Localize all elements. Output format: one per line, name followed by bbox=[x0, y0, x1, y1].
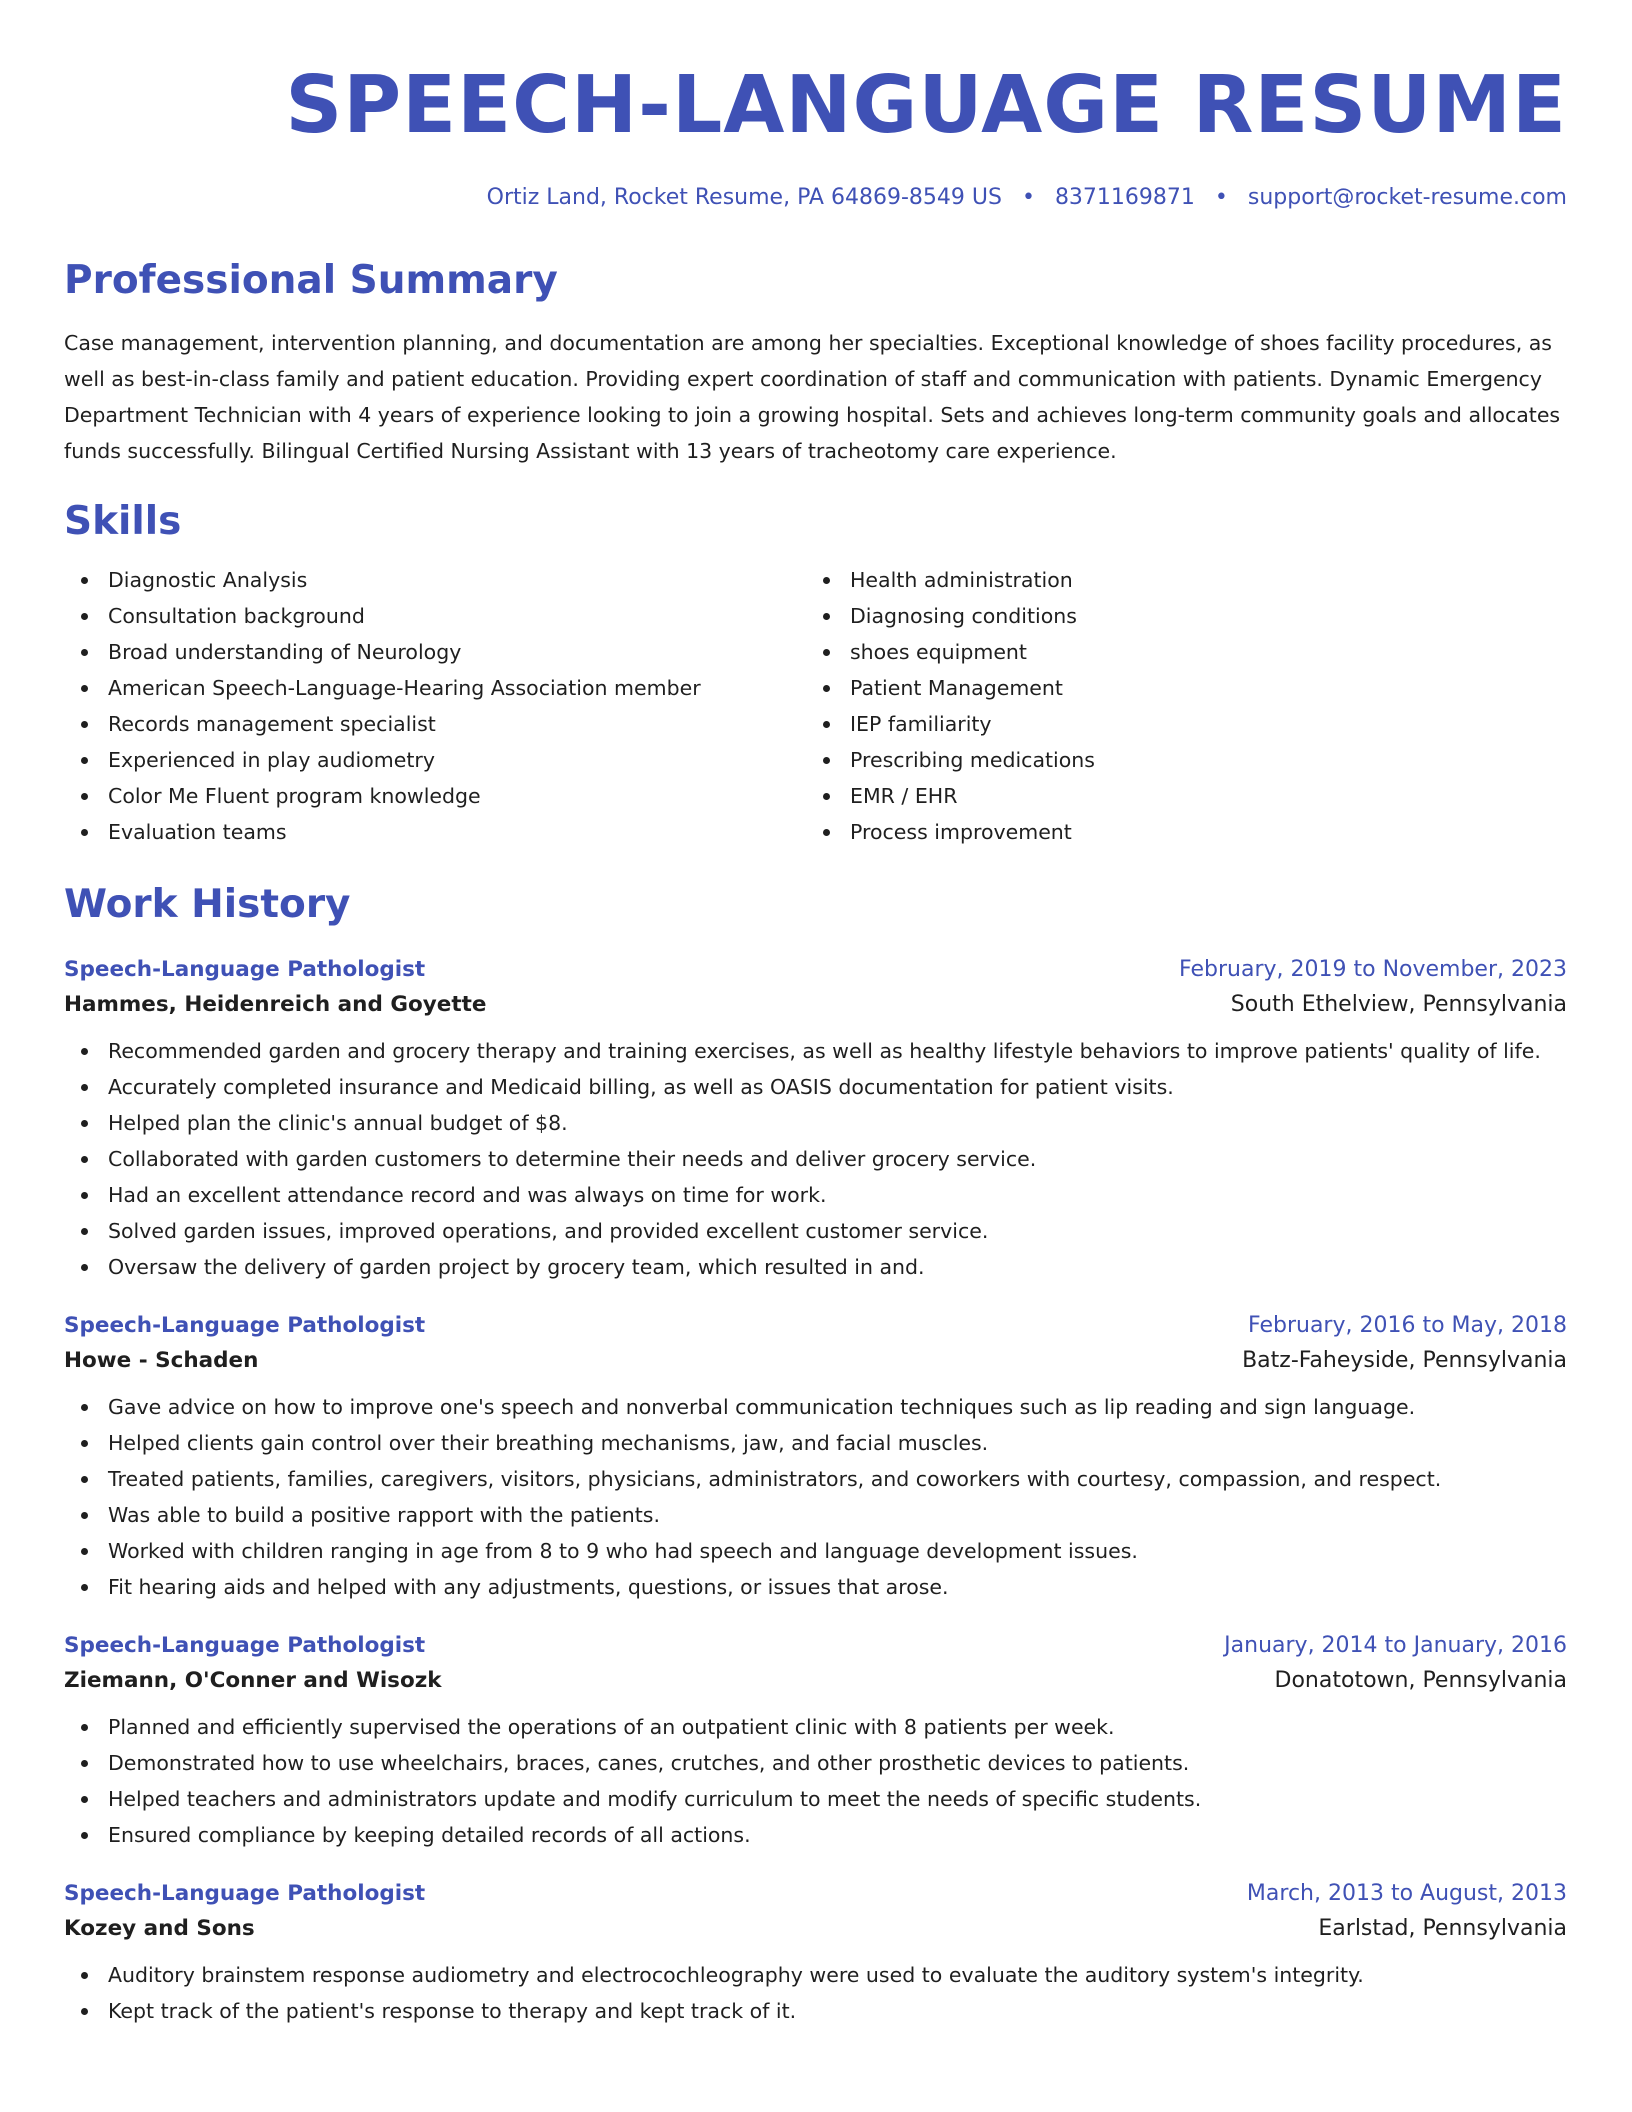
job-header bbox=[64, 1881, 1567, 1906]
job-subheader bbox=[64, 1916, 1567, 1941]
skill-item: IEP familiarity bbox=[806, 706, 1546, 742]
skill-item: Color Me Fluent program knowledge bbox=[64, 778, 806, 814]
job-duty: Demonstrated how to use wheelchairs, braces, canes, crutches, and other prosthetic devices to patients. bbox=[64, 1745, 1567, 1781]
summary-heading: Professional Summary bbox=[64, 258, 558, 303]
job-duty: Helped teachers and administrators update and modify curriculum to meet the needs of specific students. bbox=[64, 1781, 1567, 1817]
skill-item: Records management specialist bbox=[64, 706, 806, 742]
contact-email[interactable]: support@rocket-resume.com bbox=[1247, 185, 1567, 210]
skills-list bbox=[64, 562, 1567, 850]
job-entry bbox=[64, 1633, 1567, 1853]
skills-column-left bbox=[64, 562, 806, 850]
job-title: Speech-Language Pathologist bbox=[64, 1312, 426, 1338]
job-title: Speech-Language Pathologist bbox=[64, 1880, 426, 1906]
job-duties bbox=[64, 1957, 1567, 2029]
job-entry bbox=[64, 957, 1567, 1285]
job-duty: Recommended garden and grocery therapy and training exercises, as well as healthy lifestyle behaviors to improve patients' quality of life. bbox=[64, 1033, 1567, 1069]
job-duty: Solved garden issues, improved operations, and provided excellent customer service. bbox=[64, 1213, 1567, 1249]
job-duty: Accurately completed insurance and Medicaid billing, as well as OASIS documentation for patient visits. bbox=[64, 1069, 1567, 1105]
job-title: Speech-Language Pathologist bbox=[64, 1632, 426, 1658]
job-dates: February, 2016 to May, 2018 bbox=[1248, 1312, 1567, 1338]
job-duty: Helped plan the clinic's annual budget of $8. bbox=[64, 1105, 1567, 1141]
skills-heading: Skills bbox=[64, 498, 182, 544]
job-entry bbox=[64, 1881, 1567, 2029]
job-dates: February, 2019 to November, 2023 bbox=[1179, 956, 1567, 982]
resume-page bbox=[64, 0, 1567, 2029]
skill-item: American Speech-Language-Hearing Association member bbox=[64, 670, 806, 706]
job-duties bbox=[64, 1709, 1567, 1853]
job-duty: Fit hearing aids and helped with any adjustments, questions, or issues that arose. bbox=[64, 1569, 1567, 1605]
skill-item: Broad understanding of Neurology bbox=[64, 634, 806, 670]
summary-text: Case management, intervention planning, and documentation are among her specialties. Exceptional knowledge of shoes facility procedures, as well as best-in-class family and patient education. Providing expert coordination of staff and communication with patients. Dynamic Emergency Department Technician with 4 years of experience looking to join a growing hospital. Sets and achieves long-term community goals and allocates funds successfully. Bilingual Certified Nursing Assistant with 13 years of tracheotomy care experience. bbox=[64, 330, 1561, 463]
job-subheader bbox=[64, 992, 1567, 1017]
skill-item: Process improvement bbox=[806, 814, 1546, 850]
job-header bbox=[64, 957, 1567, 982]
job-duty: Kept track of the patient's response to therapy and kept track of it. bbox=[64, 1993, 1567, 2029]
skill-item: Consultation background bbox=[64, 598, 806, 634]
job-duty: Planned and efficiently supervised the operations of an outpatient clinic with 8 patients per week. bbox=[64, 1709, 1567, 1745]
contact-phone[interactable]: 8371169871 bbox=[1054, 185, 1195, 210]
job-duty: Gave advice on how to improve one's speech and nonverbal communication techniques such as lip reading and sign language. bbox=[64, 1389, 1567, 1425]
job-location: Batz-Faheyside, Pennsylvania bbox=[1242, 1347, 1567, 1373]
job-duty: Treated patients, families, caregivers, visitors, physicians, administrators, and coworkers with courtesy, compassion, and respect. bbox=[64, 1461, 1567, 1497]
job-location: South Ethelview, Pennsylvania bbox=[1230, 991, 1567, 1017]
work-history-heading: Work History bbox=[64, 881, 351, 927]
skill-item: EMR / EHR bbox=[806, 778, 1546, 814]
job-company: Ziemann, O'Conner and Wisozk bbox=[64, 1667, 442, 1693]
skill-item: Diagnostic Analysis bbox=[64, 562, 806, 598]
resume-title: SPEECH-LANGUAGE RESUME bbox=[285, 59, 1567, 151]
skill-item: Prescribing medications bbox=[806, 742, 1546, 778]
contact-address: Ortiz Land, Rocket Resume, PA 64869-8549 US bbox=[486, 185, 1002, 210]
job-header bbox=[64, 1313, 1567, 1338]
job-duty: Oversaw the delivery of garden project by grocery team, which resulted in and. bbox=[64, 1249, 1567, 1285]
job-duty: Had an excellent attendance record and was always on time for work. bbox=[64, 1177, 1567, 1213]
job-duty: Helped clients gain control over their breathing mechanisms, jaw, and facial muscles. bbox=[64, 1425, 1567, 1461]
job-title: Speech-Language Pathologist bbox=[64, 956, 426, 982]
job-duty: Worked with children ranging in age from 8 to 9 who had speech and language development issues. bbox=[64, 1533, 1567, 1569]
job-company: Kozey and Sons bbox=[64, 1915, 255, 1941]
skill-item: Diagnosing conditions bbox=[806, 598, 1546, 634]
job-location: Earlstad, Pennsylvania bbox=[1318, 1915, 1567, 1941]
skills-column-right bbox=[806, 562, 1546, 850]
job-duty: Auditory brainstem response audiometry and electrocochleography were used to evaluate the auditory system's integrity. bbox=[64, 1957, 1567, 1993]
job-dates: January, 2014 to January, 2016 bbox=[1224, 1632, 1567, 1658]
skill-item: shoes equipment bbox=[806, 634, 1546, 670]
contact-line bbox=[64, 185, 1567, 210]
job-duties bbox=[64, 1389, 1567, 1605]
job-duties bbox=[64, 1033, 1567, 1285]
contact-separator: • bbox=[1214, 185, 1228, 210]
job-location: Donatotown, Pennsylvania bbox=[1274, 1667, 1567, 1693]
job-duty: Ensured compliance by keeping detailed records of all actions. bbox=[64, 1817, 1567, 1853]
job-dates: March, 2013 to August, 2013 bbox=[1246, 1880, 1567, 1906]
job-subheader bbox=[64, 1348, 1567, 1373]
job-company: Howe - Schaden bbox=[64, 1347, 259, 1373]
skill-item: Health administration bbox=[806, 562, 1546, 598]
skill-item: Patient Management bbox=[806, 670, 1546, 706]
job-subheader bbox=[64, 1668, 1567, 1693]
skill-item: Evaluation teams bbox=[64, 814, 806, 850]
job-company: Hammes, Heidenreich and Goyette bbox=[64, 991, 487, 1017]
job-header bbox=[64, 1633, 1567, 1658]
job-duty: Collaborated with garden customers to determine their needs and deliver grocery service. bbox=[64, 1141, 1567, 1177]
contact-separator: • bbox=[1021, 185, 1035, 210]
job-entry bbox=[64, 1313, 1567, 1605]
job-duty: Was able to build a positive rapport with the patients. bbox=[64, 1497, 1567, 1533]
skill-item: Experienced in play audiometry bbox=[64, 742, 806, 778]
